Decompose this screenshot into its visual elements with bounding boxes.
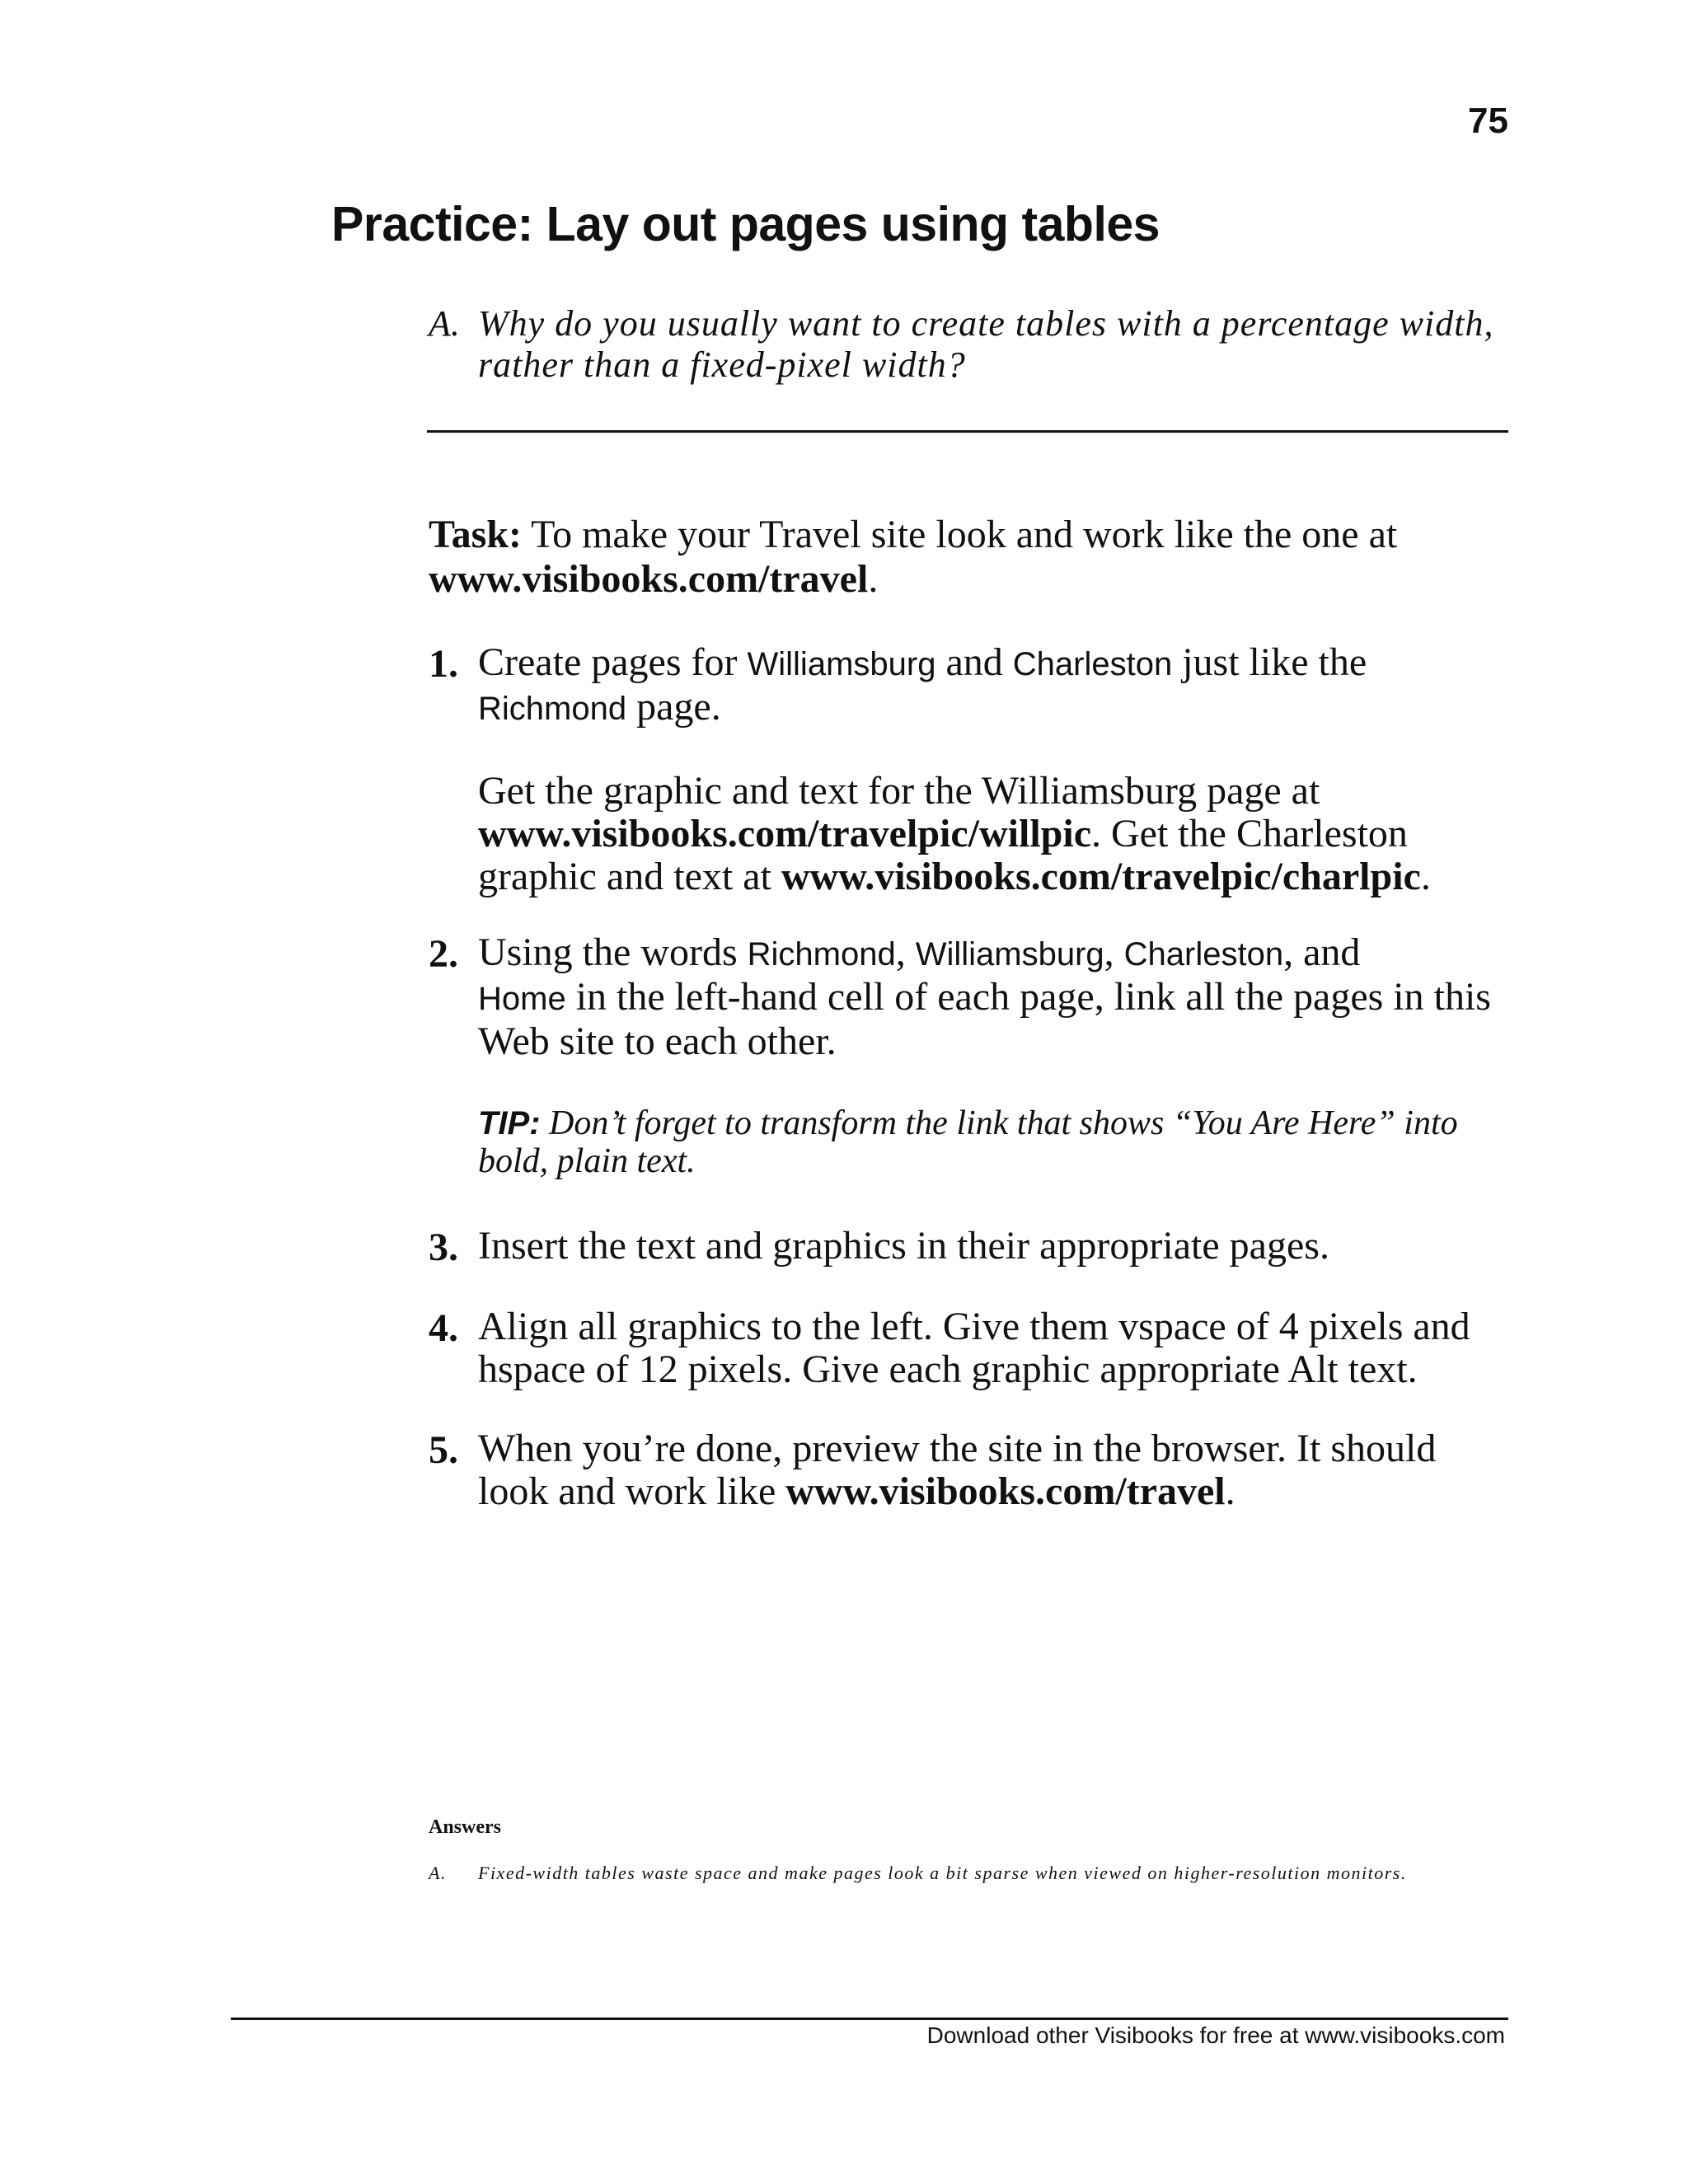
- tip-label: TIP:: [478, 1105, 541, 1141]
- step-text: Get the graphic and text for the Williamsburg page at: [478, 769, 1320, 813]
- step-text: .: [1225, 1469, 1236, 1513]
- task-paragraph: [429, 513, 1508, 602]
- answer-line: [427, 430, 1508, 433]
- step-3: [429, 1225, 1508, 1268]
- step-text: Align all graphics to the left. Give them vspace of 4 pixels and hspace of 12 pixels. Give each graphic appropriate Alt text.: [478, 1305, 1470, 1391]
- answers-heading: Answers: [429, 1816, 501, 1838]
- task-url: www.visibooks.com/travel: [429, 557, 869, 601]
- site-name-richmond: Richmond: [747, 936, 896, 972]
- footer-rule: [231, 2018, 1508, 2020]
- url-charlpic: www.visibooks.com/travelpic/charlpic: [781, 855, 1421, 898]
- step-number: 5.: [429, 1428, 458, 1472]
- step-text: , and: [1283, 930, 1361, 974]
- site-name-charleston: Charleston: [1123, 936, 1284, 972]
- step-text: When you’re done, preview the site in the browser. It should look and work like: [478, 1427, 1437, 1513]
- step-number: 3.: [429, 1226, 458, 1269]
- step-text: just like the: [1172, 640, 1367, 684]
- task-label: Task:: [429, 513, 522, 556]
- comma: ,: [895, 930, 916, 974]
- step-number: 1.: [429, 642, 458, 686]
- step-text: Insert the text and graphics in their appropriate pages.: [478, 1224, 1329, 1268]
- question-label: A.: [429, 303, 460, 344]
- step-text: and: [935, 640, 1013, 684]
- step-text: Using the words: [478, 930, 748, 974]
- step-text: .: [1420, 855, 1431, 898]
- step-text: . Get the Charleston graphic and text at: [478, 812, 1408, 898]
- site-name-williamsburg: Williamsburg: [747, 646, 936, 682]
- step-text: Create pages for: [478, 640, 748, 684]
- step-1-detail: [478, 770, 1508, 898]
- step-2: [429, 931, 1508, 1063]
- step-5: [429, 1427, 1508, 1513]
- site-name-williamsburg: Williamsburg: [915, 936, 1104, 972]
- step-text: in the left-hand cell of each page, link all the pages in this Web site to each other.: [478, 975, 1491, 1063]
- page-number: 75: [1468, 101, 1508, 141]
- question-text: Why do you usually want to create tables with a percentage width, rather than a fixed-pixel width?: [478, 303, 1494, 385]
- step-number: 4.: [429, 1306, 458, 1350]
- step-5-instruction: [478, 1427, 1508, 1513]
- site-name-home: Home: [478, 981, 566, 1017]
- step-1-instruction: [478, 641, 1508, 730]
- task-end: .: [868, 557, 879, 601]
- task-text: To make your Travel site look and work like the one at: [521, 513, 1398, 556]
- tip-note: [478, 1104, 1508, 1180]
- tip-text: Don’t forget to transform the link that shows “You Are Here” into bold, plain text.: [478, 1104, 1458, 1180]
- step-4: [429, 1305, 1508, 1391]
- step-2-instruction: [478, 931, 1508, 1063]
- site-name-richmond: Richmond: [478, 691, 627, 727]
- step-text: page.: [626, 685, 721, 729]
- comma: ,: [1104, 930, 1124, 974]
- site-name-charleston: Charleston: [1012, 646, 1173, 682]
- answer-label: A.: [429, 1863, 447, 1883]
- footer-text: Download other Visibooks for free at www.visibooks.com: [926, 2022, 1505, 2048]
- step-number: 2.: [429, 932, 458, 976]
- step-1: [429, 641, 1508, 898]
- answer-text: Fixed-width tables waste space and make pages look a bit sparse when viewed on higher-resolution monitors.: [478, 1863, 1407, 1883]
- url-willpic: www.visibooks.com/travelpic/willpic: [478, 812, 1091, 855]
- url-travel: www.visibooks.com/travel: [785, 1469, 1226, 1513]
- page-title: Practice: Lay out pages using tables: [331, 197, 1160, 251]
